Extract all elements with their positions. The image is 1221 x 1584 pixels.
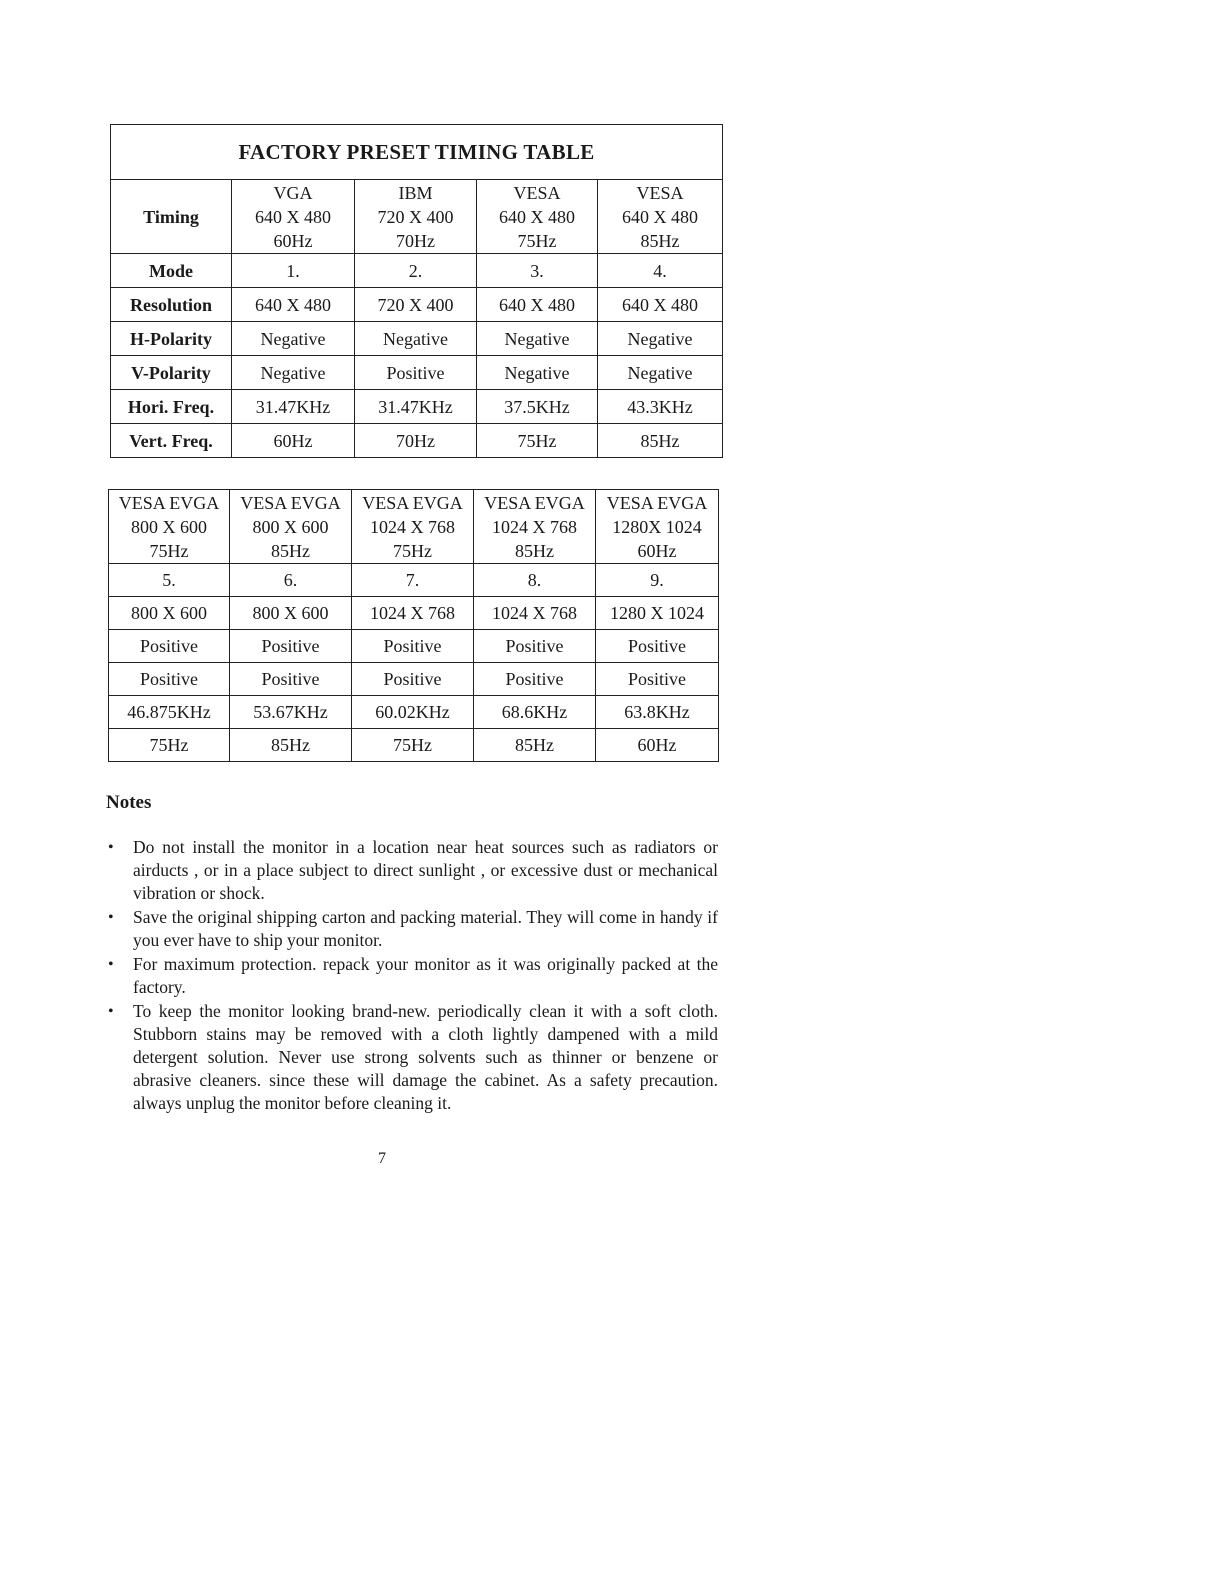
table-cell: 7. [352, 564, 474, 597]
table-row [111, 390, 723, 424]
table-cell: 60.02KHz [352, 696, 474, 729]
notes-heading: Notes [106, 792, 152, 813]
table-cell: 800 X 600 [109, 597, 230, 630]
table-cell: Positive [474, 663, 596, 696]
table-row [109, 630, 719, 663]
table-cell: 1280 X 1024 [596, 597, 719, 630]
table-cell: 3. [477, 254, 598, 288]
table-cell: Positive [230, 630, 352, 663]
bullet-icon: • [108, 956, 114, 973]
table-cell: 85Hz [474, 729, 596, 762]
column-header: VESA EVGA 800 X 600 75Hz [109, 490, 230, 564]
table-row [111, 254, 723, 288]
timing-header-row [111, 180, 723, 254]
table-cell: 4. [598, 254, 723, 288]
table-cell: Positive [109, 630, 230, 663]
table-cell: 9. [596, 564, 719, 597]
table-cell: 720 X 400 [355, 288, 477, 322]
row-label-hori-freq: Hori. Freq. [111, 390, 232, 424]
bullet-icon: • [108, 839, 114, 856]
table-cell: 31.47KHz [232, 390, 355, 424]
table-cell: Negative [232, 356, 355, 390]
column-header: IBM 720 X 400 70Hz [355, 180, 477, 254]
table-row [109, 696, 719, 729]
table-row [111, 356, 723, 390]
timing-header-row [109, 490, 719, 564]
table-cell: Positive [596, 663, 719, 696]
table-cell: Positive [109, 663, 230, 696]
table-cell: Negative [477, 356, 598, 390]
table-cell: Positive [352, 663, 474, 696]
table-row [111, 288, 723, 322]
list-item [106, 906, 718, 952]
table-row [109, 663, 719, 696]
table-row [111, 424, 723, 458]
table-cell: Negative [598, 356, 723, 390]
table-cell: 31.47KHz [355, 390, 477, 424]
row-label-timing: Timing [111, 180, 232, 254]
table-cell: Positive [352, 630, 474, 663]
table-cell: 85Hz [230, 729, 352, 762]
table-cell: Positive [355, 356, 477, 390]
column-header: VESA EVGA 1280X 1024 60Hz [596, 490, 719, 564]
row-label-h-polarity: H-Polarity [111, 322, 232, 356]
table-cell: 53.67KHz [230, 696, 352, 729]
table-cell: 1024 X 768 [352, 597, 474, 630]
list-item [106, 953, 718, 999]
table-cell: Negative [477, 322, 598, 356]
table-cell: 1. [232, 254, 355, 288]
table-cell: 6. [230, 564, 352, 597]
table-row [109, 729, 719, 762]
table-cell: 800 X 600 [230, 597, 352, 630]
table-cell: 1024 X 768 [474, 597, 596, 630]
table-cell: 8. [474, 564, 596, 597]
factory-preset-timing-table [110, 124, 723, 458]
table-title: FACTORY PRESET TIMING TABLE [111, 125, 723, 180]
table-row [109, 564, 719, 597]
row-label-vert-freq: Vert. Freq. [111, 424, 232, 458]
table-cell: 85Hz [598, 424, 723, 458]
column-header: VGA 640 X 480 60Hz [232, 180, 355, 254]
list-item [106, 836, 718, 905]
table-row [109, 597, 719, 630]
note-text: Save the original shipping carton and packing material. They will come in handy if you ever have to ship your monitor. [133, 907, 718, 950]
table-cell: Negative [598, 322, 723, 356]
table-cell: 70Hz [355, 424, 477, 458]
table-cell: 75Hz [352, 729, 474, 762]
page-number: 7 [378, 1150, 386, 1167]
table-cell: 37.5KHz [477, 390, 598, 424]
table-cell: 640 X 480 [232, 288, 355, 322]
note-text: To keep the monitor looking brand-new. periodically clean it with a soft cloth. Stubborn stains may be removed with a cloth lightly dampened with a mild detergent solution. Never use strong solvents such as thinner or benzene or abrasive cleaners. since these will damage the cabinet. As a safety precaution. always unplug the monitor before cleaning it. [133, 1001, 718, 1113]
table-cell: 60Hz [596, 729, 719, 762]
column-header: VESA 640 X 480 85Hz [598, 180, 723, 254]
table-cell: 640 X 480 [598, 288, 723, 322]
row-label-resolution: Resolution [111, 288, 232, 322]
table-cell: Negative [355, 322, 477, 356]
table-cell: 68.6KHz [474, 696, 596, 729]
table-cell: 5. [109, 564, 230, 597]
column-header: VESA EVGA 800 X 600 85Hz [230, 490, 352, 564]
table-cell: 2. [355, 254, 477, 288]
table-cell: Positive [474, 630, 596, 663]
table-cell: 46.875KHz [109, 696, 230, 729]
column-header: VESA EVGA 1024 X 768 75Hz [352, 490, 474, 564]
table-cell: 75Hz [109, 729, 230, 762]
table-cell: Positive [596, 630, 719, 663]
note-text: For maximum protection. repack your monitor as it was originally packed at the factory. [133, 954, 718, 997]
note-text: Do not install the monitor in a location near heat sources such as radiators or airducts , or in a place subject to direct sunlight , or excessive dust or mechanical vibration or shock. [133, 837, 718, 903]
list-item [106, 1000, 718, 1115]
table-cell: 75Hz [477, 424, 598, 458]
table-cell: 43.3KHz [598, 390, 723, 424]
row-label-mode: Mode [111, 254, 232, 288]
table-row [111, 322, 723, 356]
table-cell: Positive [230, 663, 352, 696]
table-title-row [111, 125, 723, 180]
column-header: VESA 640 X 480 75Hz [477, 180, 598, 254]
notes-list [106, 836, 718, 1116]
table-cell: 63.8KHz [596, 696, 719, 729]
bullet-icon: • [108, 1003, 114, 1020]
table-cell: 640 X 480 [477, 288, 598, 322]
column-header: VESA EVGA 1024 X 768 85Hz [474, 490, 596, 564]
vesa-evga-timing-table [108, 489, 719, 762]
table-cell: Negative [232, 322, 355, 356]
bullet-icon: • [108, 909, 114, 926]
table-cell: 60Hz [232, 424, 355, 458]
row-label-v-polarity: V-Polarity [111, 356, 232, 390]
